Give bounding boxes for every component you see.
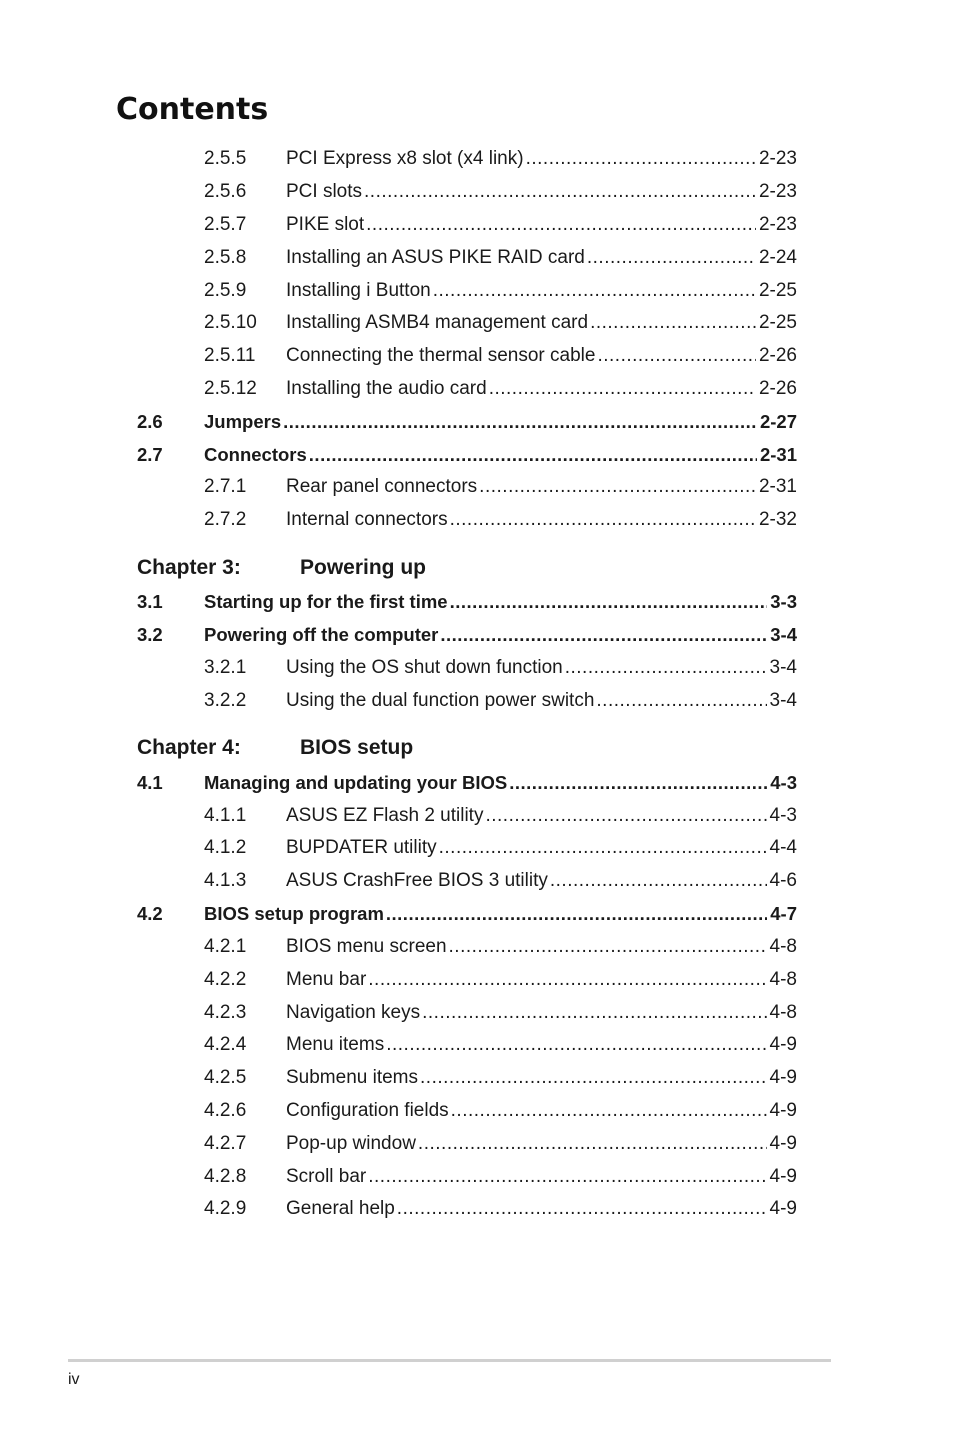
entry-page: 4-7 [770, 903, 797, 924]
entry-number: 2.5.11 [204, 345, 256, 366]
entry-label: PCI Express x8 slot (x4 link) [286, 148, 524, 169]
toc-section-entry[interactable] [137, 405, 797, 438]
footer-divider [68, 1359, 831, 1362]
entry-number: 2.5.5 [204, 148, 247, 169]
entry-page: 4-3 [769, 805, 797, 826]
toc-entry[interactable] [204, 1160, 797, 1193]
entry-page: 3-4 [770, 624, 797, 645]
entry-number: 4.1.2 [204, 837, 247, 858]
chapter-heading[interactable] [137, 731, 413, 765]
toc-entry[interactable] [204, 831, 797, 864]
entry-page: 2-26 [758, 345, 797, 366]
entry-page: 2-31 [759, 444, 797, 465]
toc-section-entry[interactable] [137, 438, 797, 471]
dot-leader [509, 766, 767, 799]
toc-section-entry[interactable] [137, 766, 797, 799]
entry-number: 4.2.5 [204, 1067, 247, 1088]
entry-label: Installing the audio card [286, 378, 487, 399]
toc-entry[interactable] [204, 864, 797, 897]
entry-number: 4.2.3 [204, 1002, 247, 1023]
dot-leader [309, 438, 757, 471]
entry-label: Connecting the thermal sensor cable [286, 345, 596, 366]
entry-label: Pop-up window [286, 1133, 416, 1154]
entry-number: 4.2.2 [204, 969, 247, 990]
entry-page: 3-3 [770, 591, 797, 612]
dot-leader [440, 618, 767, 651]
dot-leader [451, 1094, 767, 1127]
page-title: Contents [116, 92, 269, 127]
dot-leader [439, 831, 767, 864]
entry-page: 4-9 [769, 1034, 797, 1055]
dot-leader [366, 208, 756, 241]
toc-section-entry[interactable] [137, 897, 797, 930]
dot-leader [597, 339, 756, 372]
entry-label: PCI slots [286, 181, 363, 202]
entry-label: BIOS setup program [204, 903, 384, 924]
entry-page: 2-26 [758, 378, 797, 399]
chapter-title: BIOS setup [300, 736, 414, 759]
dot-leader [283, 405, 757, 438]
entry-page: 2-23 [758, 181, 797, 202]
entry-label: Installing an ASUS PIKE RAID card [286, 247, 585, 268]
entry-label: Internal connectors [286, 509, 448, 530]
entry-page: 4-9 [769, 1198, 797, 1219]
dot-leader [450, 585, 768, 618]
entry-number: 4.2.6 [204, 1100, 247, 1121]
chapter-label: Chapter 3: [137, 556, 241, 579]
dot-leader [596, 684, 766, 717]
entry-page: 2-24 [758, 247, 797, 268]
dot-leader [565, 651, 767, 684]
entry-number: 3.2.2 [204, 690, 247, 711]
dot-leader [386, 897, 767, 930]
entry-label: Rear panel connectors [286, 476, 478, 497]
entry-page: 4-6 [769, 870, 797, 891]
chapter-heading[interactable] [137, 551, 426, 585]
entry-label: PIKE slot [286, 214, 365, 235]
entry-page: 4-8 [769, 969, 797, 990]
entry-label: Starting up for the first time [204, 591, 448, 612]
entry-label: Jumpers [204, 411, 282, 432]
entry-label: BUPDATER utility [286, 837, 437, 858]
entry-number: 2.5.9 [204, 280, 247, 301]
entry-label: BIOS menu screen [286, 936, 447, 957]
entry-number: 4.2.9 [204, 1198, 247, 1219]
entry-number: 2.7 [137, 444, 163, 465]
chapter-label: Chapter 4: [137, 736, 241, 759]
entry-number: 4.2.7 [204, 1133, 247, 1154]
toc-entry[interactable] [204, 241, 797, 274]
entry-page: 2-31 [758, 476, 797, 497]
entry-label: Submenu items [286, 1067, 419, 1088]
entry-page: 3-4 [769, 690, 797, 711]
entry-number: 4.1 [137, 772, 163, 793]
entry-page: 2-25 [758, 280, 797, 301]
entry-label: Connectors [204, 444, 307, 465]
entry-label: Menu bar [286, 969, 367, 990]
entry-number: 2.5.10 [204, 312, 257, 333]
toc-entry[interactable] [204, 208, 797, 241]
toc-entry[interactable] [204, 799, 797, 832]
entry-page: 4-4 [769, 837, 797, 858]
dot-leader [368, 1160, 766, 1193]
dot-leader [526, 142, 756, 175]
dot-leader [364, 175, 756, 208]
toc-entry[interactable] [204, 306, 797, 339]
toc-entry[interactable] [204, 372, 797, 405]
entry-number: 2.7.1 [204, 476, 247, 497]
toc-entry[interactable] [204, 963, 797, 996]
dot-leader [397, 1192, 767, 1225]
entry-number: 2.5.12 [204, 378, 257, 399]
entry-number: 4.1.3 [204, 870, 247, 891]
dot-leader [479, 470, 756, 503]
entry-number: 4.1.1 [204, 805, 247, 826]
dot-leader [420, 1061, 767, 1094]
entry-number: 3.2 [137, 624, 163, 645]
dot-leader [450, 503, 756, 536]
toc-entry[interactable] [204, 339, 797, 372]
entry-number: 2.5.8 [204, 247, 247, 268]
entry-page: 2-27 [759, 411, 797, 432]
entry-number: 4.2.8 [204, 1166, 247, 1187]
entry-number: 3.1 [137, 591, 163, 612]
entry-label: ASUS EZ Flash 2 utility [286, 805, 484, 826]
toc-entry[interactable] [204, 1061, 797, 1094]
entry-label: Menu items [286, 1034, 385, 1055]
toc-entry[interactable] [204, 175, 797, 208]
entry-label: Configuration fields [286, 1100, 449, 1121]
entry-label: Installing i Button [286, 280, 431, 301]
entry-page: 2-25 [758, 312, 797, 333]
entry-number: 2.5.6 [204, 181, 247, 202]
entry-page: 4-9 [769, 1166, 797, 1187]
toc-entry[interactable] [204, 503, 797, 536]
entry-page: 2-32 [758, 509, 797, 530]
dot-leader [386, 1028, 766, 1061]
dot-leader [418, 1127, 767, 1160]
toc-entry[interactable] [204, 1028, 797, 1061]
dot-leader [590, 306, 756, 339]
entry-page: 2-23 [758, 148, 797, 169]
entry-label: Using the dual function power switch [286, 690, 595, 711]
toc-entry[interactable] [204, 142, 797, 175]
toc-entry[interactable] [204, 684, 797, 717]
entry-page: 4-9 [769, 1133, 797, 1154]
entry-page: 4-9 [769, 1067, 797, 1088]
dot-leader [433, 274, 756, 307]
toc-entry[interactable] [204, 274, 797, 307]
entry-label: Using the OS shut down function [286, 657, 563, 678]
dot-leader [485, 799, 766, 832]
entry-label: Powering off the computer [204, 624, 439, 645]
entry-page: 3-4 [769, 657, 797, 678]
entry-page: 4-8 [769, 1002, 797, 1023]
dot-leader [489, 372, 756, 405]
toc-entry[interactable] [204, 996, 797, 1029]
entry-number: 4.2.1 [204, 936, 247, 957]
entry-label: Scroll bar [286, 1166, 367, 1187]
toc-entry[interactable] [204, 1192, 797, 1225]
entry-number: 2.7.2 [204, 509, 247, 530]
entry-label: Installing ASMB4 management card [286, 312, 589, 333]
entry-number: 2.6 [137, 411, 163, 432]
entry-label: General help [286, 1198, 395, 1219]
entry-number: 4.2 [137, 903, 163, 924]
dot-leader [368, 963, 766, 996]
entry-label: Navigation keys [286, 1002, 421, 1023]
entry-label: ASUS CrashFree BIOS 3 utility [286, 870, 548, 891]
footer-page-number: iv [68, 1371, 80, 1388]
entry-page: 4-9 [769, 1100, 797, 1121]
entry-number: 2.5.7 [204, 214, 247, 235]
dot-leader [422, 996, 766, 1029]
toc-section-entry[interactable] [137, 585, 797, 618]
entry-page: 4-3 [770, 772, 797, 793]
entry-number: 3.2.1 [204, 657, 247, 678]
toc-entry[interactable] [204, 470, 797, 503]
chapter-title: Powering up [300, 556, 426, 579]
dot-leader [587, 241, 756, 274]
entry-page: 2-23 [758, 214, 797, 235]
entry-page: 4-8 [769, 936, 797, 957]
toc-entry[interactable] [204, 930, 797, 963]
toc-entry[interactable] [204, 651, 797, 684]
entry-label: Managing and updating your BIOS [204, 772, 508, 793]
dot-leader [550, 864, 767, 897]
entry-number: 4.2.4 [204, 1034, 247, 1055]
toc-entry[interactable] [204, 1094, 797, 1127]
toc-entry[interactable] [204, 1127, 797, 1160]
dot-leader [449, 930, 767, 963]
toc-section-entry[interactable] [137, 618, 797, 651]
